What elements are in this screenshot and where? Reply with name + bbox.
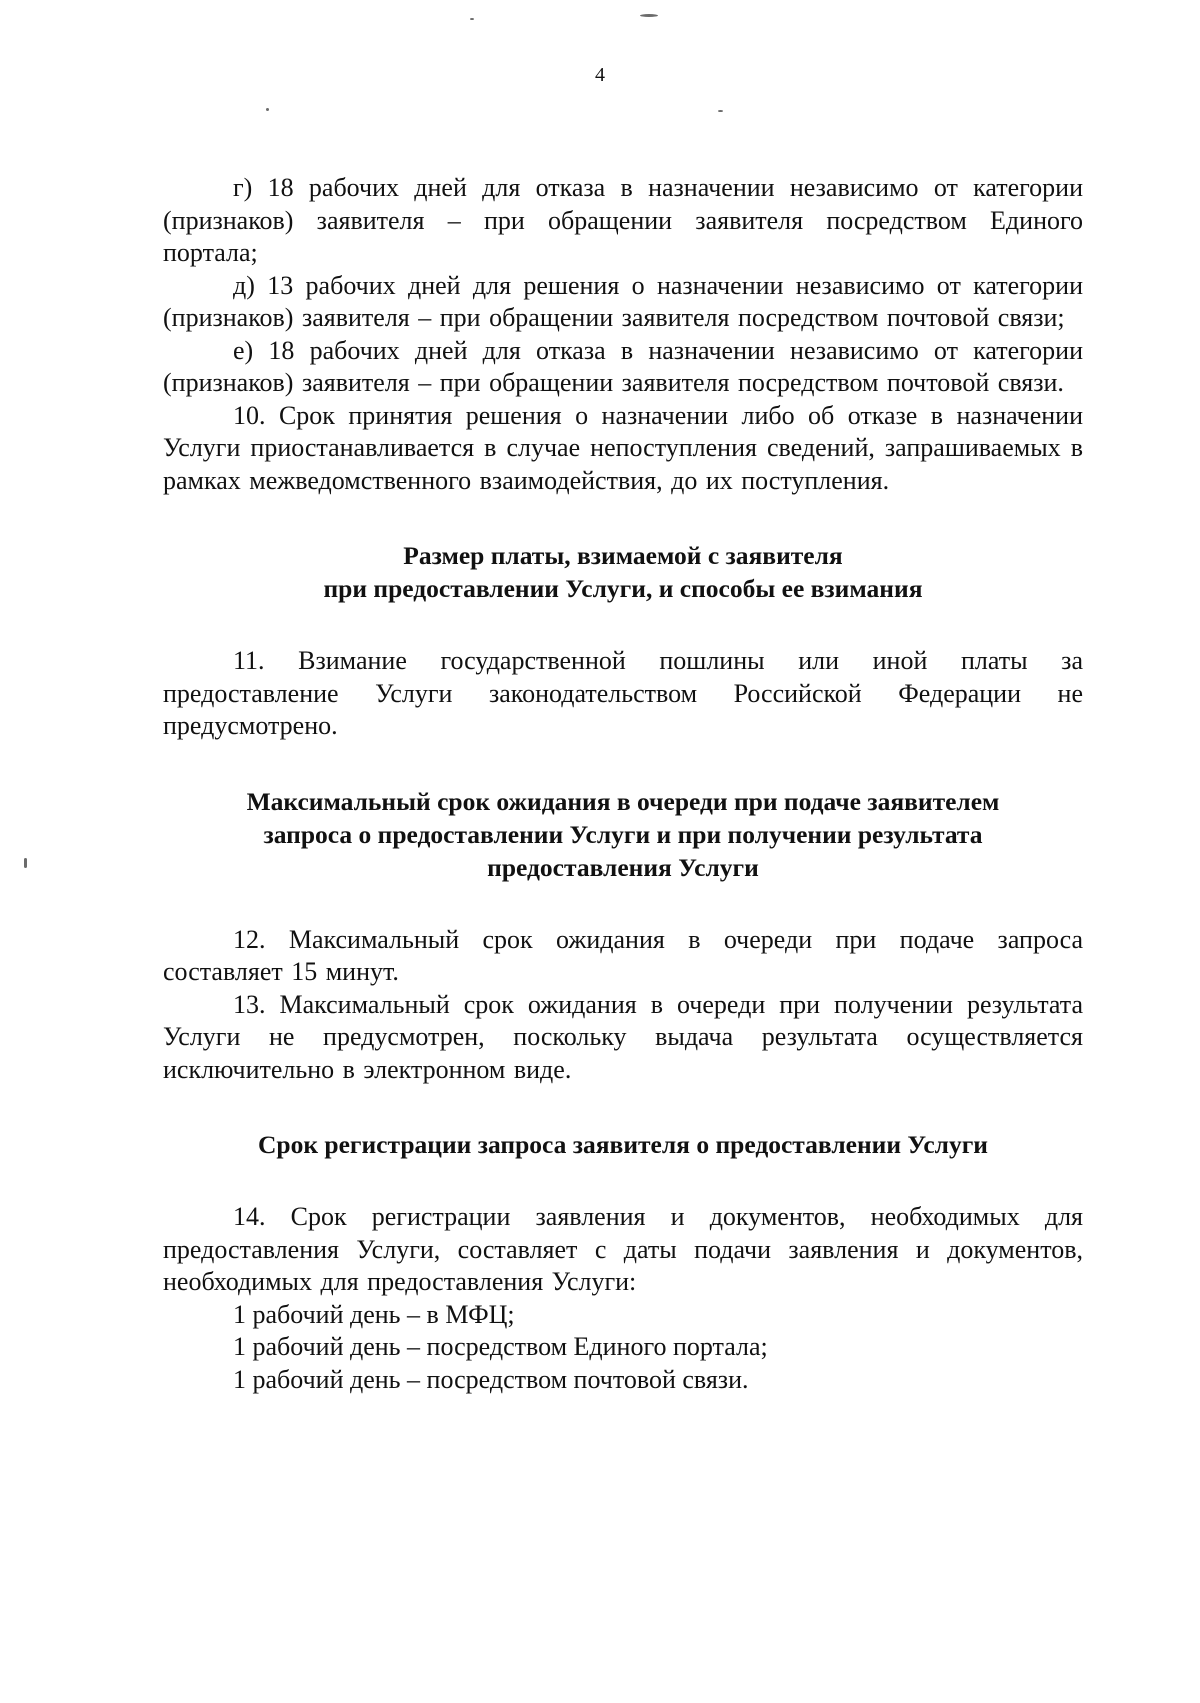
section-heading: [163, 785, 1083, 884]
paragraph: 11. Взимание государственной пошлины или иной платы за предоставление Услуги законодательством Российской Федерации не предусмотрено.: [163, 646, 1083, 740]
paragraph: 10. Срок принятия решения о назначении либо об отказе в назначении Услуги приостанавливается в случае непоступления сведений, запрашиваемых в рамках межведомственного взаимодействия, до их поступления.: [163, 400, 1083, 495]
section-heading: [163, 539, 1083, 605]
paragraph: д) 13 рабочих дней для решения о назначении независимо от категории (признаков) заявителя – при обращении заявителя посредством почтовой связи;: [163, 270, 1083, 332]
scan-speck: [640, 14, 658, 17]
list-line: 1 рабочий день – посредством почтовой связи.: [233, 1364, 749, 1394]
list-line: 1 рабочий день – посредством Единого портала;: [233, 1332, 768, 1361]
heading-line: предоставления Услуги: [487, 852, 759, 882]
heading-line: при предоставлении Услуги, и способы ее взимания: [323, 574, 923, 603]
paragraph: 13. Максимальный срок ожидания в очереди при получении результата Услуги не предусмотрен, поскольку выдача результата осуществляется исключительно в электронном виде.: [163, 989, 1083, 1084]
scan-speck: [718, 110, 723, 112]
paragraph: г) 18 рабочих дней для отказа в назначении независимо от категории (признаков) заявителя – при обращении заявителя посредством Единого портала;: [163, 173, 1083, 267]
heading-line: запроса о предоставлении Услуги и при получении результата: [263, 819, 983, 849]
scan-speck: [24, 858, 27, 868]
paragraph: 12. Максимальный срок ожидания в очереди при подаче запроса составляет 15 минут.: [163, 924, 1083, 986]
list-line: 1 рабочий день – в МФЦ;: [233, 1299, 515, 1329]
page-number: 4: [595, 64, 605, 86]
paragraph: 14. Срок регистрации заявления и документов, необходимых для предоставления Услуги, составляет с даты подачи заявления и документов, необходимых для предоставления Услуги:: [163, 1202, 1083, 1296]
heading-line: Максимальный срок ожидания в очереди при подаче заявителем: [246, 786, 1000, 816]
heading-line: Срок регистрации запроса заявителя о предоставлении Услуги: [258, 1130, 988, 1159]
paragraph: е) 18 рабочих дней для отказа в назначении независимо от категории (признаков) заявителя – при обращении заявителя посредством почтовой связи.: [163, 335, 1083, 397]
document-body: [163, 172, 1083, 1396]
section-heading: [163, 1128, 1083, 1161]
heading-line: Размер платы, взимаемой с заявителя: [403, 541, 843, 570]
scan-speck: [470, 18, 474, 20]
scan-speck: [266, 108, 269, 111]
